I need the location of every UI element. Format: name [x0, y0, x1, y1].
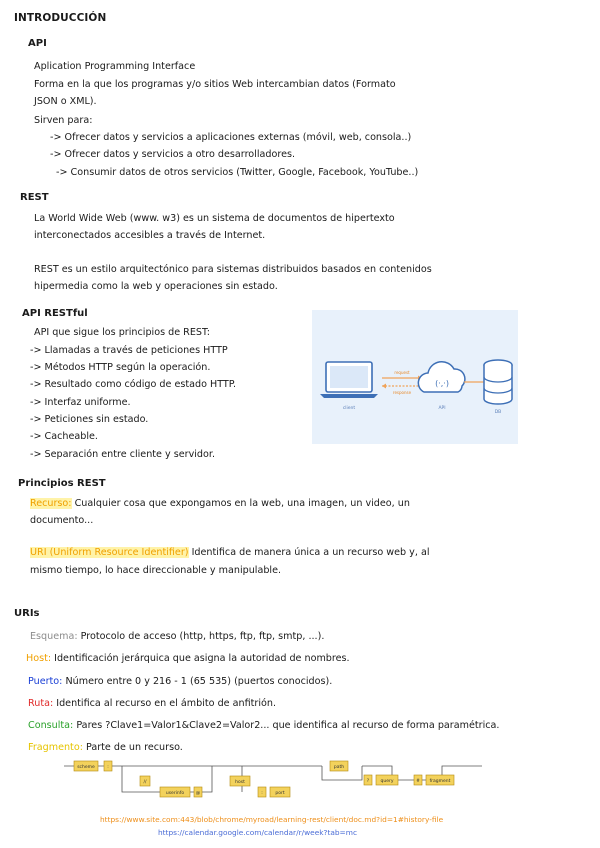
rest-line-1: La World Wide Web (www. w3) es un sistema de documentos de hipertexto — [34, 213, 395, 224]
syntax-label-at: @ — [195, 791, 201, 796]
ruta-label: Ruta: — [28, 698, 54, 709]
fragmento-label: Fragmento: — [28, 742, 83, 753]
label-db: DB — [494, 410, 502, 415]
laptop-icon — [320, 362, 378, 398]
label-client: client — [342, 406, 356, 411]
api-use-2: -> Ofrecer datos y servicios a otro desarrolladores. — [50, 149, 296, 160]
syntax-label-fragment: fragment — [429, 779, 451, 784]
uri-syntax-diagram — [62, 758, 502, 808]
syntax-label-slashes: // — [143, 780, 147, 785]
uri-part-ruta — [28, 697, 276, 711]
api-use-1: -> Ofrecer datos y servicios a aplicaciones externas (móvil, web, consola..) — [50, 132, 412, 143]
rest-line-2: interconectados accesibles a través de Internet. — [34, 230, 266, 241]
example-url-1[interactable]: https://www.site.com:443/blob/chrome/myroad/learning-rest/client/doc.md?id=1#history-file — [100, 815, 444, 824]
uri-label: URI (Uniform Resource Identifier) — [30, 547, 189, 558]
esquema-label: Esquema: — [30, 631, 78, 642]
uri-text-2: mismo tiempo, lo hace direccionable y manipulable. — [30, 565, 282, 576]
restful-line-5: -> Interfaz uniforme. — [30, 397, 131, 408]
syntax-label-colon: : — [107, 765, 109, 770]
ruta-text: Identifica al recurso en el ámbito de anfitrión. — [53, 698, 277, 709]
rest-line-3: REST es un estilo arquitectónico para sistemas distribuidos basados en contenidos — [34, 264, 432, 275]
database-icon — [484, 360, 512, 404]
label-api: API — [438, 406, 446, 411]
fragmento-text: Parte de un recurso. — [82, 742, 183, 753]
rest-architecture-diagram — [312, 310, 518, 444]
syntax-label-scheme: scheme — [77, 765, 95, 770]
restful-line-4: -> Resultado como código de estado HTTP. — [30, 379, 237, 390]
syntax-label-question: ? — [366, 779, 370, 784]
syntax-label-host: host — [235, 780, 245, 785]
section-title-intro: INTRODUCCIÓN — [14, 12, 107, 24]
esquema-text: Protocolo de acceso (http, https, ftp, ftp, smtp, ...). — [77, 631, 325, 642]
api-use-3: -> Consumir datos de otros servicios (Twitter, Google, Facebook, YouTube..) — [56, 167, 419, 178]
restful-line-6: -> Peticiones sin estado. — [30, 414, 149, 425]
syntax-label-port-colon: : — [261, 791, 263, 796]
uri-part-puerto — [28, 675, 332, 689]
puerto-text: Número entre 0 y 216 - 1 (65 535) (puertos conocidos). — [62, 676, 333, 687]
uri-part-esquema — [30, 630, 324, 644]
uri-part-fragmento — [28, 741, 183, 755]
puerto-label: Puerto: — [28, 676, 63, 687]
consulta-label: Consulta: — [28, 720, 74, 731]
restful-line-3: -> Métodos HTTP según la operación. — [30, 362, 211, 373]
syntax-label-port: port — [275, 791, 285, 796]
uri-text: Identifica de manera única a un recurso web y, al — [188, 547, 430, 558]
label-response: response — [392, 390, 412, 395]
syntax-label-path: path — [333, 765, 345, 770]
consulta-text: Pares ?Clave1=Valor1&Clave2=Valor2... que identifica al recurso de forma paramétrica. — [73, 720, 500, 731]
recurso-text-2: documento... — [30, 515, 94, 526]
heading-principios-rest: Principios REST — [18, 478, 106, 489]
uri-part-consulta — [28, 719, 499, 733]
restful-line-2: -> Llamadas a través de peticiones HTTP — [30, 345, 228, 356]
restful-line-8: -> Separación entre cliente y servidor. — [30, 449, 215, 460]
api-line-3: JSON o XML). — [34, 96, 97, 107]
uri-paragraph — [30, 546, 430, 560]
recurso-label: Recurso: — [30, 498, 72, 509]
api-line-2: Forma en la que los programas y/o sitios Web intercambian datos (Formato — [34, 79, 396, 90]
uri-part-host — [26, 652, 350, 666]
syntax-label-hash: # — [416, 779, 420, 784]
heading-uris: URIs — [14, 608, 40, 619]
example-url-2[interactable]: https://calendar.google.com/calendar/r/week?tab=mc — [158, 828, 358, 837]
api-line-4: Sirven para: — [34, 115, 93, 126]
recurso-paragraph — [30, 497, 410, 511]
recurso-text: Cualquier cosa que expongamos en la web, una imagen, un video, un — [71, 498, 410, 509]
svg-text:(·,·): (·,·) — [435, 379, 449, 388]
restful-line-1: API que sigue los principios de REST: — [34, 327, 211, 338]
syntax-label-query: query — [380, 779, 394, 784]
restful-line-7: -> Cacheable. — [30, 431, 98, 442]
syntax-label-userinfo: userinfo — [165, 791, 185, 796]
label-request: request — [394, 370, 410, 375]
api-line-1: Aplication Programming Interface — [34, 61, 196, 72]
host-text: Identificación jerárquica que asigna la autoridad de nombres. — [51, 653, 350, 664]
heading-api: API — [28, 38, 47, 49]
host-label: Host: — [26, 653, 52, 664]
rest-line-4: hipermedia como la web y operaciones sin estado. — [34, 281, 278, 292]
heading-rest: REST — [20, 192, 49, 203]
heading-api-restful: API RESTful — [22, 308, 88, 319]
